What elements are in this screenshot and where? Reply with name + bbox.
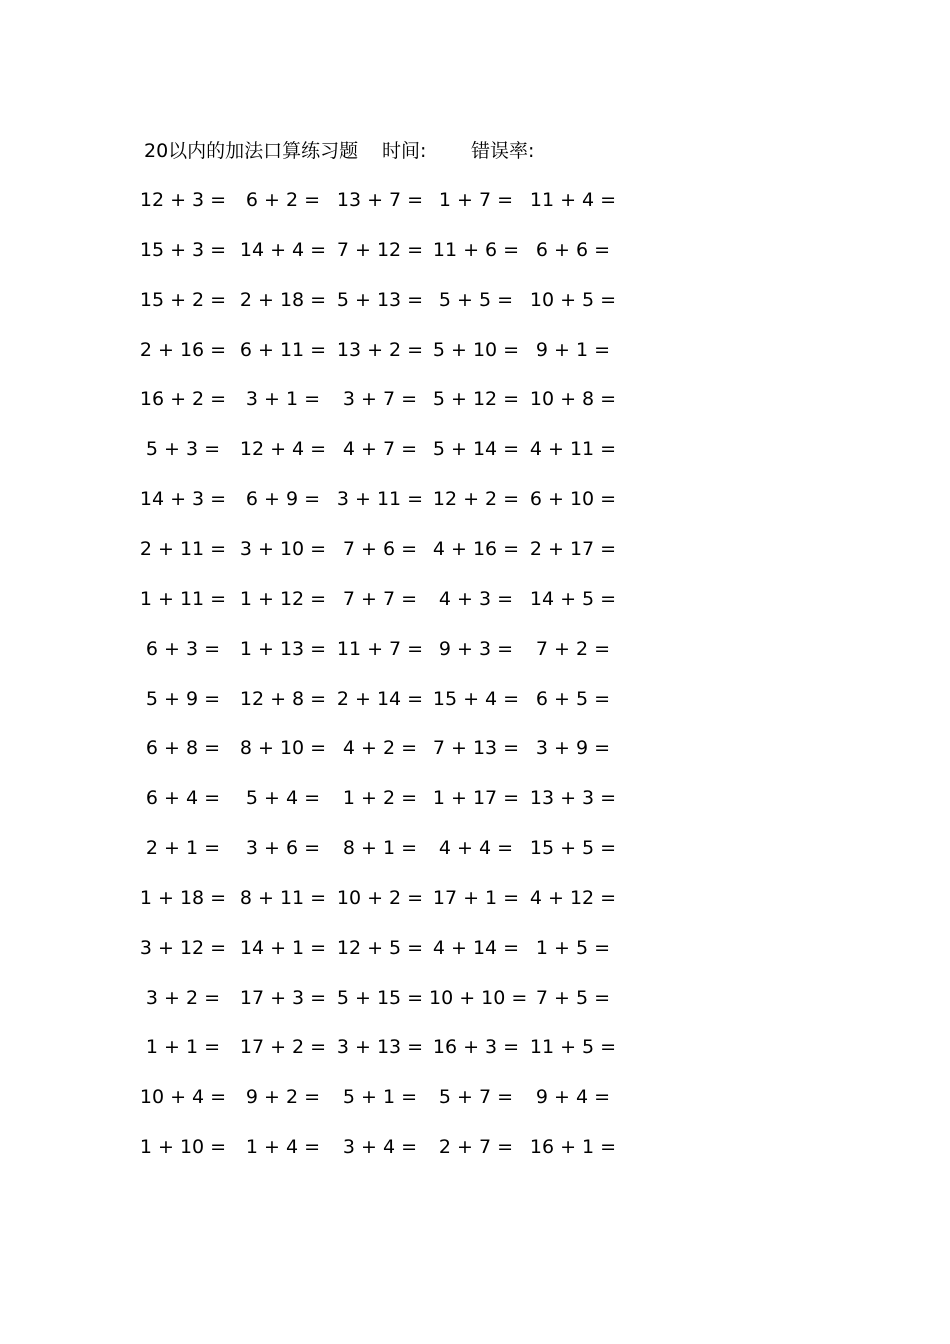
addition-problem: 1 + 10 = xyxy=(139,1136,227,1159)
addition-problem: 7 + 13 = xyxy=(432,737,520,760)
problem-row xyxy=(0,684,950,714)
addition-problem: 15 + 4 = xyxy=(432,687,520,710)
addition-problem: 3 + 7 = xyxy=(342,388,418,411)
addition-problem: 4 + 16 = xyxy=(432,537,520,560)
addition-problem: 1 + 13 = xyxy=(239,637,327,660)
addition-problem: 17 + 1 = xyxy=(432,886,520,909)
addition-problem: 1 + 17 = xyxy=(432,787,520,810)
addition-problem: 2 + 11 = xyxy=(139,537,227,560)
addition-problem: 3 + 12 = xyxy=(139,936,227,959)
addition-problem: 6 + 4 = xyxy=(145,787,221,810)
addition-problem: 4 + 7 = xyxy=(342,438,418,461)
addition-problem: 5 + 15 = xyxy=(336,986,424,1009)
problem-row xyxy=(0,434,950,464)
addition-problem: 5 + 10 = xyxy=(432,338,520,361)
addition-problem: 14 + 3 = xyxy=(139,488,227,511)
addition-problem: 6 + 5 = xyxy=(535,687,611,710)
addition-problem: 14 + 4 = xyxy=(239,238,327,261)
addition-problem: 8 + 10 = xyxy=(239,737,327,760)
error-rate-label: 错误率: xyxy=(471,140,535,162)
addition-problem: 11 + 6 = xyxy=(432,238,520,261)
addition-problem: 12 + 4 = xyxy=(239,438,327,461)
addition-problem: 3 + 1 = xyxy=(245,388,321,411)
addition-problem: 12 + 3 = xyxy=(139,189,227,211)
addition-problem: 5 + 13 = xyxy=(336,288,424,311)
addition-problem: 4 + 11 = xyxy=(529,438,617,461)
problem-row xyxy=(0,534,950,564)
addition-problem: 9 + 2 = xyxy=(245,1086,321,1109)
addition-problem: 16 + 1 = xyxy=(529,1136,617,1159)
addition-problem: 5 + 7 = xyxy=(438,1086,514,1109)
addition-problem: 2 + 18 = xyxy=(239,288,327,311)
addition-problem: 3 + 11 = xyxy=(336,488,424,511)
problem-row xyxy=(0,235,950,265)
problem-row xyxy=(0,335,950,365)
addition-problem: 3 + 2 = xyxy=(145,986,221,1009)
addition-problem: 1 + 2 = xyxy=(342,787,418,810)
addition-problem: 17 + 2 = xyxy=(239,1036,327,1059)
addition-problem: 9 + 1 = xyxy=(535,338,611,361)
problem-row xyxy=(0,983,950,1013)
addition-problem: 12 + 2 = xyxy=(432,488,520,511)
addition-problem: 13 + 3 = xyxy=(529,787,617,810)
addition-problem: 13 + 2 = xyxy=(336,338,424,361)
addition-problem: 3 + 4 = xyxy=(342,1136,418,1159)
time-label: 时间: xyxy=(382,140,427,162)
problem-row xyxy=(0,185,950,215)
problem-row xyxy=(0,733,950,763)
addition-problem: 5 + 14 = xyxy=(432,438,520,461)
problem-row xyxy=(0,783,950,813)
addition-problem: 12 + 8 = xyxy=(239,687,327,710)
addition-problem: 6 + 8 = xyxy=(145,737,221,760)
addition-problem: 5 + 9 = xyxy=(145,687,221,710)
addition-problem: 4 + 12 = xyxy=(529,886,617,909)
addition-problem: 4 + 2 = xyxy=(342,737,418,760)
problem-row xyxy=(0,634,950,664)
problem-row xyxy=(0,1132,950,1162)
addition-problem: 1 + 12 = xyxy=(239,587,327,610)
addition-problem: 3 + 13 = xyxy=(336,1036,424,1059)
addition-problem: 11 + 5 = xyxy=(529,1036,617,1059)
addition-problem: 1 + 11 = xyxy=(139,587,227,610)
addition-problem: 10 + 10 = xyxy=(429,986,528,1009)
addition-problem: 16 + 3 = xyxy=(432,1036,520,1059)
problem-row xyxy=(0,285,950,315)
problem-row xyxy=(0,933,950,963)
addition-problem: 4 + 3 = xyxy=(438,587,514,610)
addition-problem: 12 + 5 = xyxy=(336,936,424,959)
addition-problem: 16 + 2 = xyxy=(139,388,227,411)
addition-problem: 2 + 17 = xyxy=(529,537,617,560)
addition-problem: 15 + 3 = xyxy=(139,238,227,261)
problem-row xyxy=(0,833,950,863)
addition-problem: 11 + 4 = xyxy=(529,189,617,211)
addition-problem: 7 + 7 = xyxy=(342,587,418,610)
addition-problem: 6 + 9 = xyxy=(245,488,321,511)
addition-problem: 7 + 6 = xyxy=(342,537,418,560)
problem-row xyxy=(0,584,950,614)
addition-problem: 1 + 4 = xyxy=(245,1136,321,1159)
problem-row xyxy=(0,1032,950,1062)
addition-problem: 5 + 1 = xyxy=(342,1086,418,1109)
addition-problem: 2 + 14 = xyxy=(336,687,424,710)
addition-problem: 13 + 7 = xyxy=(336,189,424,211)
problem-row xyxy=(0,883,950,913)
addition-problem: 10 + 8 = xyxy=(529,388,617,411)
addition-problem: 5 + 5 = xyxy=(438,288,514,311)
addition-problem: 5 + 4 = xyxy=(245,787,321,810)
addition-problem: 10 + 2 = xyxy=(336,886,424,909)
addition-problem: 14 + 1 = xyxy=(239,936,327,959)
addition-problem: 4 + 4 = xyxy=(438,837,514,860)
problem-row xyxy=(0,1082,950,1112)
addition-problem: 2 + 7 = xyxy=(438,1136,514,1159)
addition-problem: 10 + 5 = xyxy=(529,288,617,311)
addition-problem: 15 + 5 = xyxy=(529,837,617,860)
addition-problem: 10 + 4 = xyxy=(139,1086,227,1109)
addition-problem: 6 + 6 = xyxy=(535,238,611,261)
addition-problem: 7 + 2 = xyxy=(535,637,611,660)
addition-problem: 8 + 11 = xyxy=(239,886,327,909)
addition-problem: 1 + 7 = xyxy=(438,189,514,211)
addition-problem: 5 + 12 = xyxy=(432,388,520,411)
addition-problem: 2 + 16 = xyxy=(139,338,227,361)
addition-problem: 3 + 6 = xyxy=(245,837,321,860)
addition-problem: 4 + 14 = xyxy=(432,936,520,959)
addition-problem: 6 + 10 = xyxy=(529,488,617,511)
addition-problem: 6 + 11 = xyxy=(239,338,327,361)
addition-problem: 9 + 3 = xyxy=(438,637,514,660)
addition-problem: 1 + 1 = xyxy=(145,1036,221,1059)
addition-problem: 5 + 3 = xyxy=(145,438,221,461)
addition-problem: 11 + 7 = xyxy=(336,637,424,660)
addition-problem: 2 + 1 = xyxy=(145,837,221,860)
addition-problem: 6 + 2 = xyxy=(245,189,321,211)
addition-problem: 7 + 12 = xyxy=(336,238,424,261)
addition-problem: 9 + 4 = xyxy=(535,1086,611,1109)
addition-problem: 1 + 5 = xyxy=(535,936,611,959)
addition-problem: 3 + 9 = xyxy=(535,737,611,760)
addition-problem: 8 + 1 = xyxy=(342,837,418,860)
addition-problem: 15 + 2 = xyxy=(139,288,227,311)
problem-row xyxy=(0,384,950,414)
addition-problem: 7 + 5 = xyxy=(535,986,611,1009)
addition-problem: 17 + 3 = xyxy=(239,986,327,1009)
addition-problem: 1 + 18 = xyxy=(139,886,227,909)
addition-problem: 14 + 5 = xyxy=(529,587,617,610)
worksheet-title: 20以内的加法口算练习题 xyxy=(144,140,359,162)
addition-problem: 6 + 3 = xyxy=(145,637,221,660)
addition-problem: 3 + 10 = xyxy=(239,537,327,560)
problem-row xyxy=(0,484,950,514)
